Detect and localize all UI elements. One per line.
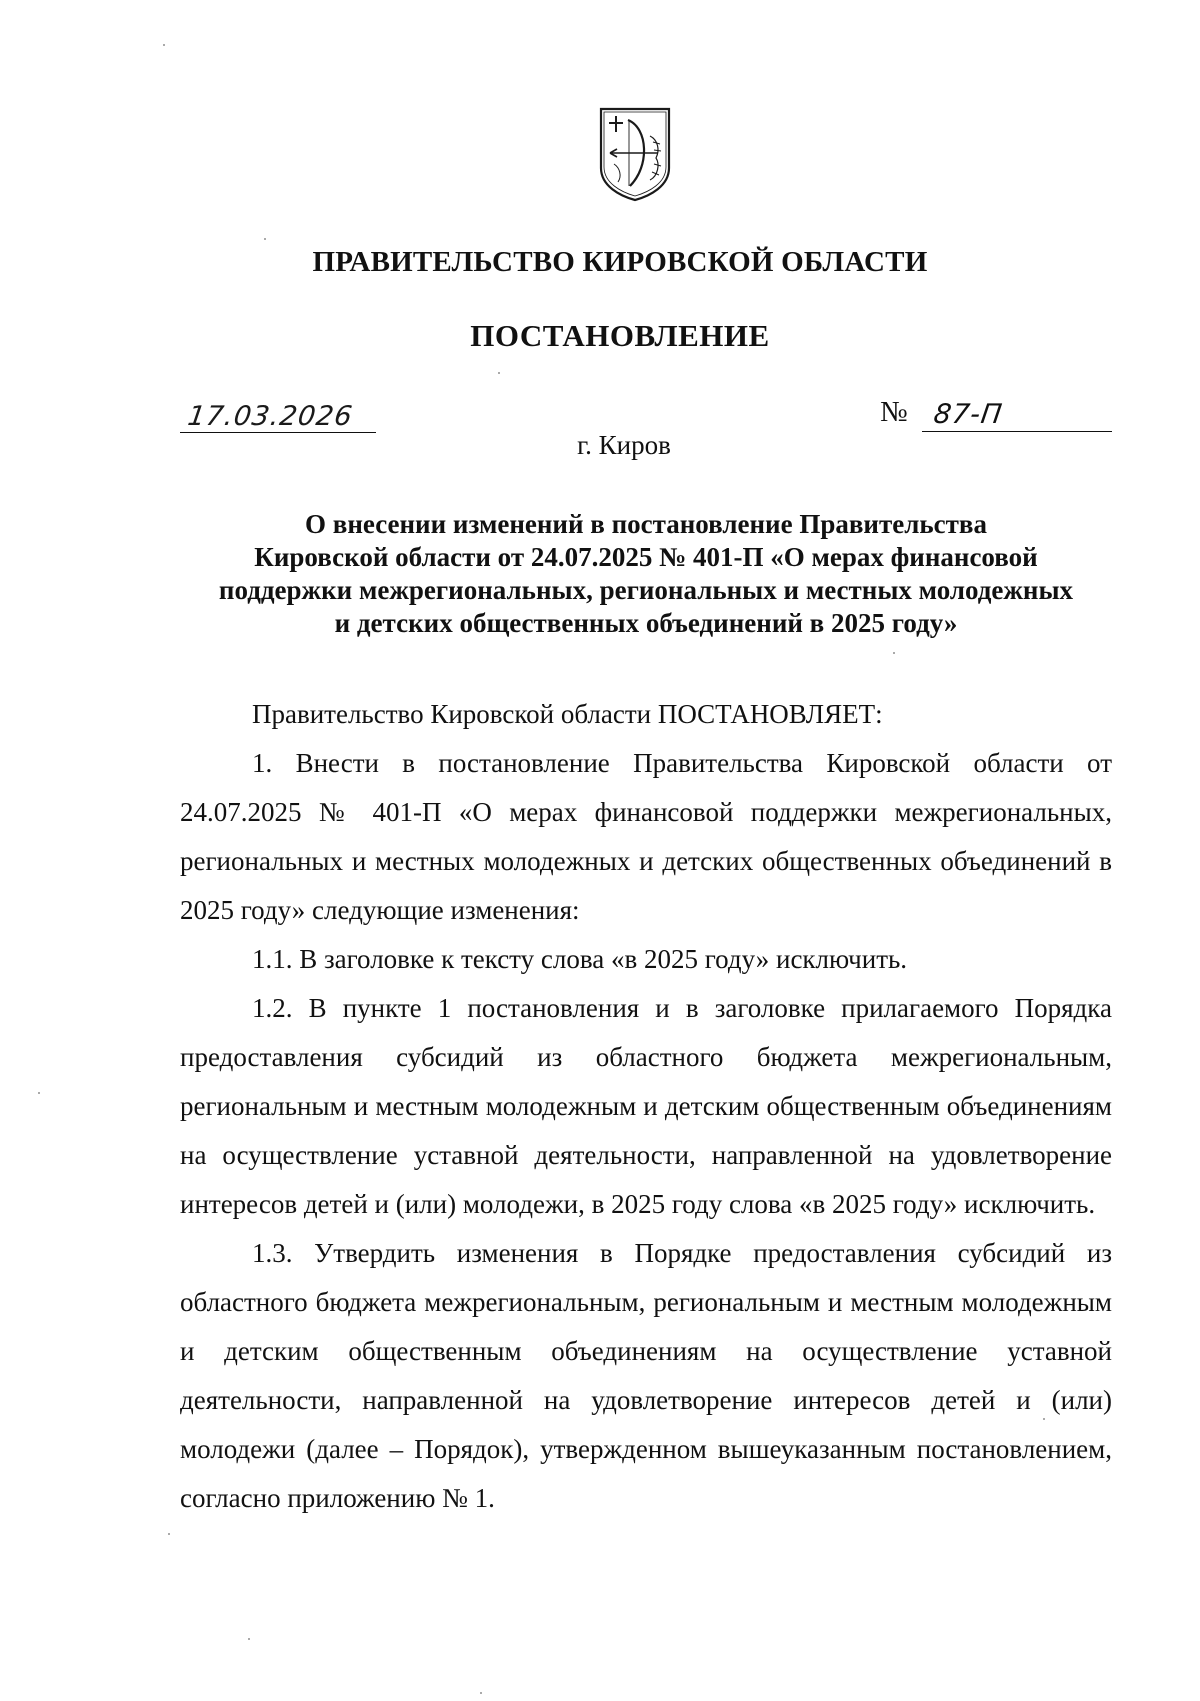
number-field <box>880 394 1112 432</box>
scan-speck <box>248 1638 250 1640</box>
scan-speck <box>498 372 500 374</box>
item-paragraph-1: 1. Внести в постановление Правительства Кировской области от 24.07.2025 № 401-П «О мерах финансовой поддержки межрегиональных, региональных и местных молодежных и детских общественных объединений в 2025 году» следующие изменения: <box>180 748 1112 925</box>
scan-speck <box>1043 1418 1045 1420</box>
number-line <box>922 393 1112 432</box>
handwritten-number: 87-П <box>931 399 1005 430</box>
subject-line: Кировской области от 24.07.2025 № 401-П «О мерах финансовой <box>254 542 1038 572</box>
subject-line: поддержки межрегиональных, региональных и местных молодежных <box>218 575 1074 605</box>
scan-speck <box>893 652 895 654</box>
document-subject <box>180 508 1112 640</box>
number-sign: № <box>880 396 908 428</box>
item-paragraph-1-3: 1.3. Утвердить изменения в Порядке предоставления субсидий из областного бюджета межрегиональным, региональным и местным молодежным и детским общественным объединениям на осуществление уставной деятельности, направленной на удовлетворение интересов детей и (или) молодежи (далее – Порядок), утвержденном вышеуказанным постановлением, согласно приложению № 1. <box>180 1238 1112 1513</box>
kirov-oblast-coat-of-arms-icon <box>598 106 672 202</box>
item-paragraph-1-1: 1.1. В заголовке к тексту слова «в 2025 году» исключить. <box>252 944 908 974</box>
subject-line: О внесении изменений в постановление Правительства <box>305 509 987 539</box>
date-field <box>180 394 376 433</box>
document-body <box>180 690 1112 1523</box>
government-title: ПРАВИТЕЛЬСТВО КИРОВСКОЙ ОБЛАСТИ <box>312 246 928 278</box>
subject-line: и детских общественных объединений в 2025 году» <box>334 608 958 638</box>
preamble-paragraph: Правительство Кировской области ПОСТАНОВЛЯЕТ: <box>252 699 883 729</box>
handwritten-date: 17.03.2026 <box>185 401 355 432</box>
city-label: г. Киров <box>577 430 671 460</box>
scan-speck <box>38 1092 40 1094</box>
scan-speck <box>168 1533 170 1535</box>
scan-speck <box>480 1692 482 1694</box>
document-type-title: ПОСТАНОВЛЕНИЕ <box>470 318 770 353</box>
scan-speck <box>264 238 266 240</box>
item-paragraph-1-2: 1.2. В пункте 1 постановления и в заголовке прилагаемого Порядка предоставления субсидий из областного бюджета межрегиональным, региональным и местным молодежным и детским общественным объединениям на осуществление уставной деятельности, направленной на удовлетворение интересов детей и (или) молодежи, в 2025 году слова «в 2025 году» исключить. <box>180 993 1112 1219</box>
scan-speck <box>163 44 165 46</box>
